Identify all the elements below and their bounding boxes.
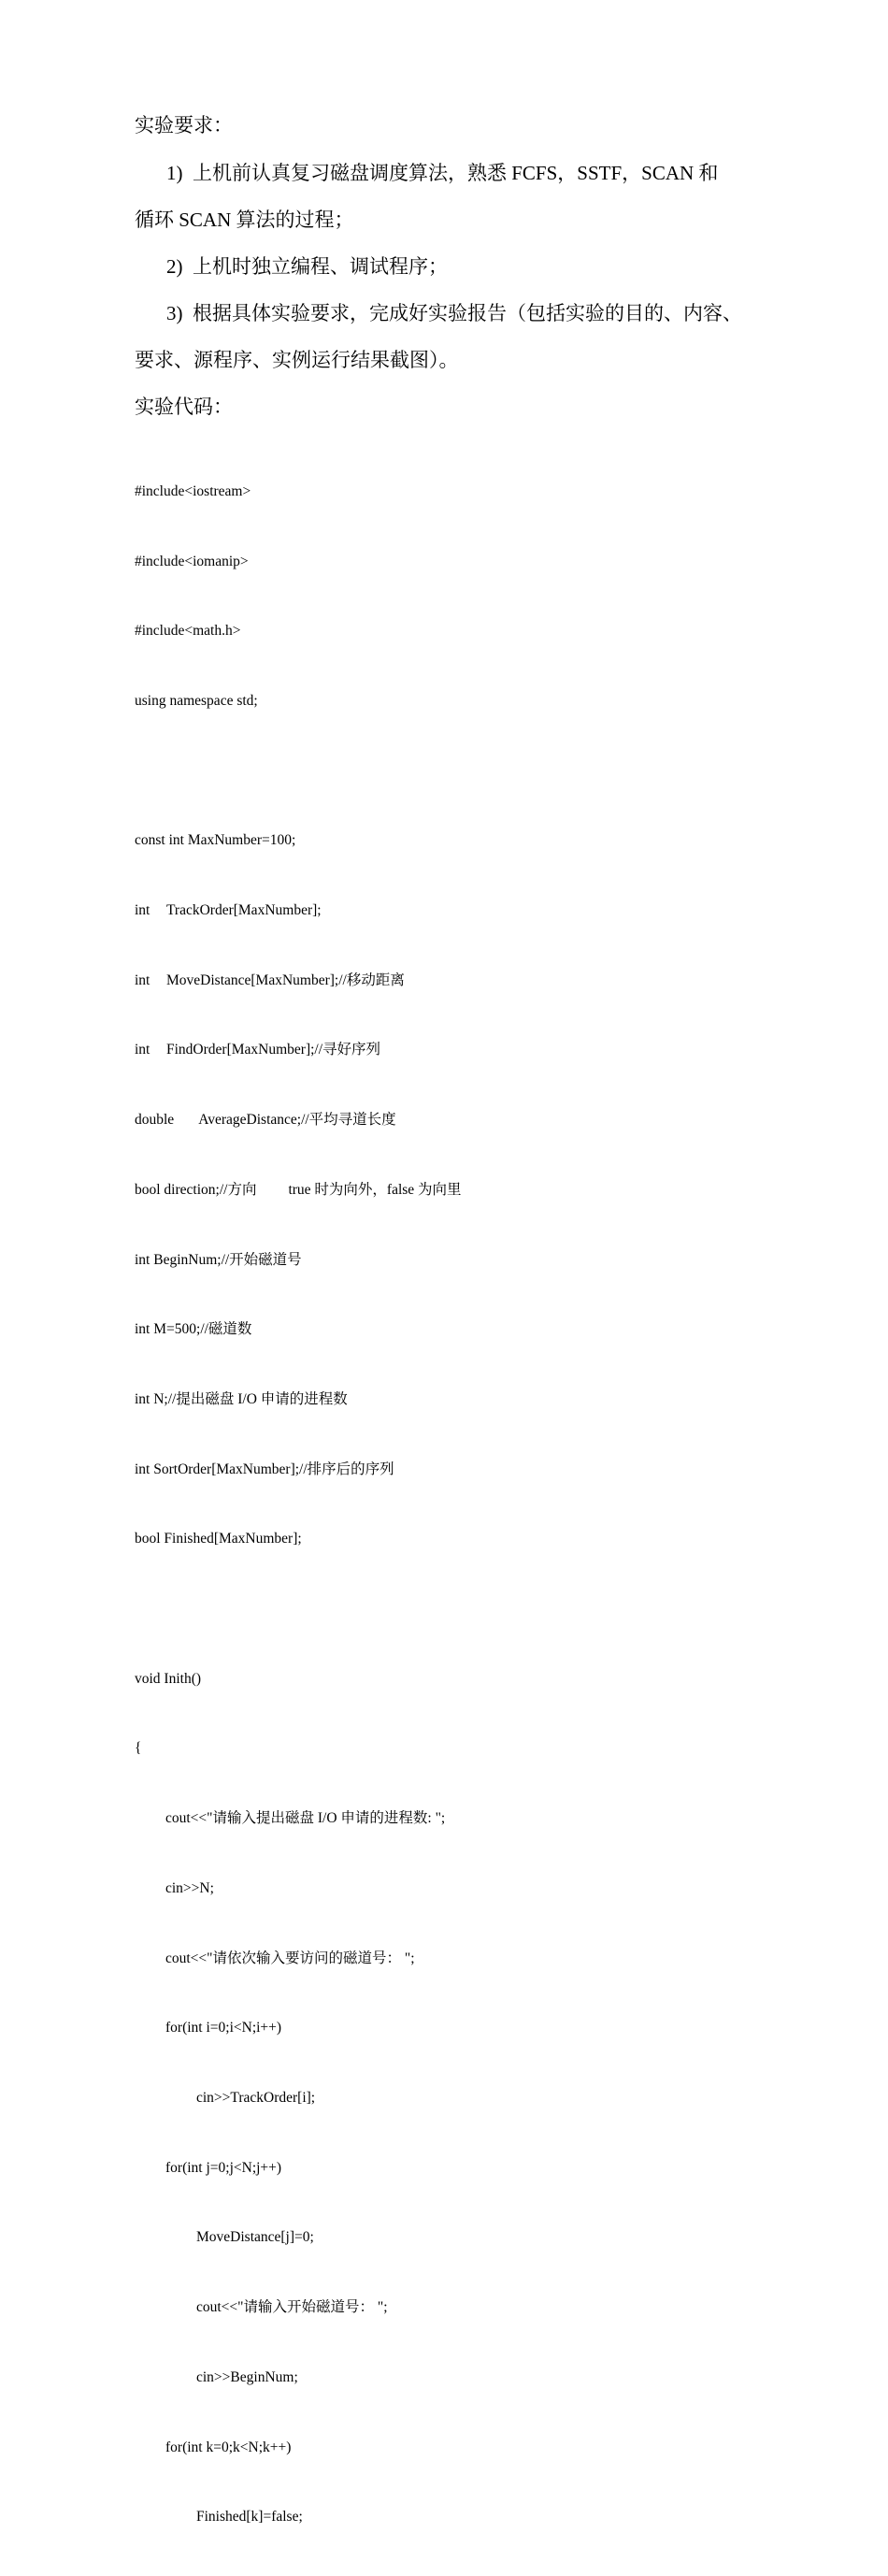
code-line: for(int k=0;k<N;k++) xyxy=(165,2439,292,2455)
requirement-text: 上机时独立编程、调试程序； xyxy=(193,255,448,278)
code-line: for(int j=0;j<N;j++) xyxy=(165,2159,282,2176)
code-heading: 实验代码： xyxy=(135,396,233,418)
requirement-text: 上机前认真复习磁盘调度算法，熟悉 FCFS，SSTF，SCAN 和 xyxy=(193,162,719,184)
code-line: int M=500;//磁道数 xyxy=(135,1321,252,1338)
code-line: for(int i=0;i<N;i++) xyxy=(165,2020,282,2036)
code-line: cout<<"请依次输入要访问的磁道号： "; xyxy=(165,1950,415,1966)
requirement-item-3 xyxy=(166,301,742,325)
requirement-text: 根据具体实验要求，完成好实验报告（包括实验的目的、内容、 xyxy=(193,302,742,324)
code-line: int TrackOrder[MaxNumber]; xyxy=(135,902,322,919)
requirement-number: 3) xyxy=(166,302,183,324)
requirement-number: 2) xyxy=(166,255,183,278)
requirement-number: 1) xyxy=(166,162,183,184)
code-line: MoveDistance[j]=0; xyxy=(196,2229,314,2246)
code-line: Finished[k]=false; xyxy=(196,2509,303,2526)
code-line-blank xyxy=(135,1598,789,1621)
code-line: const int MaxNumber=100; xyxy=(135,832,296,849)
requirement-item-1 xyxy=(166,161,718,185)
code-line: #include<iostream> xyxy=(135,482,251,499)
requirement-item-1-continuation: 循环 SCAN 算法的过程； xyxy=(135,209,354,231)
requirement-item-3-continuation: 要求、源程序、实例运行结果截图）。 xyxy=(135,349,459,371)
code-line: cin>>BeginNum; xyxy=(196,2368,298,2385)
code-line: cout<<"请输入提出磁盘 I/O 申请的进程数: "; xyxy=(165,1810,446,1827)
code-line: #include<math.h> xyxy=(135,623,241,640)
code-line: bool Finished[MaxNumber]; xyxy=(135,1531,302,1547)
code-line: int BeginNum;//开始磁道号 xyxy=(135,1251,302,1268)
code-block xyxy=(135,434,789,2576)
code-line: int SortOrder[MaxNumber];//排序后的序列 xyxy=(135,1461,394,1477)
code-line: { xyxy=(135,1740,142,1757)
code-line-blank xyxy=(135,760,789,784)
requirement-item-2 xyxy=(166,254,448,279)
code-line: int N;//提出磁盘 I/O 申请的进程数 xyxy=(135,1390,348,1407)
code-line: #include<iomanip> xyxy=(135,553,249,569)
code-line: void Inith() xyxy=(135,1670,202,1687)
code-line: cin>>TrackOrder[i]; xyxy=(196,2089,316,2106)
code-line: cout<<"请输入开始磁道号： "; xyxy=(196,2299,388,2316)
code-line: using namespace std; xyxy=(135,692,258,709)
code-line: double AverageDistance;//平均寻道长度 xyxy=(135,1112,396,1129)
requirements-heading: 实验要求： xyxy=(135,114,233,137)
code-line: bool direction;//方向 true 时为向外，false 为向里 xyxy=(135,1181,462,1198)
code-line: int FindOrder[MaxNumber];//寻好序列 xyxy=(135,1042,381,1058)
code-line: int MoveDistance[MaxNumber];//移动距离 xyxy=(135,971,405,988)
code-line: cin>>N; xyxy=(165,1879,214,1896)
